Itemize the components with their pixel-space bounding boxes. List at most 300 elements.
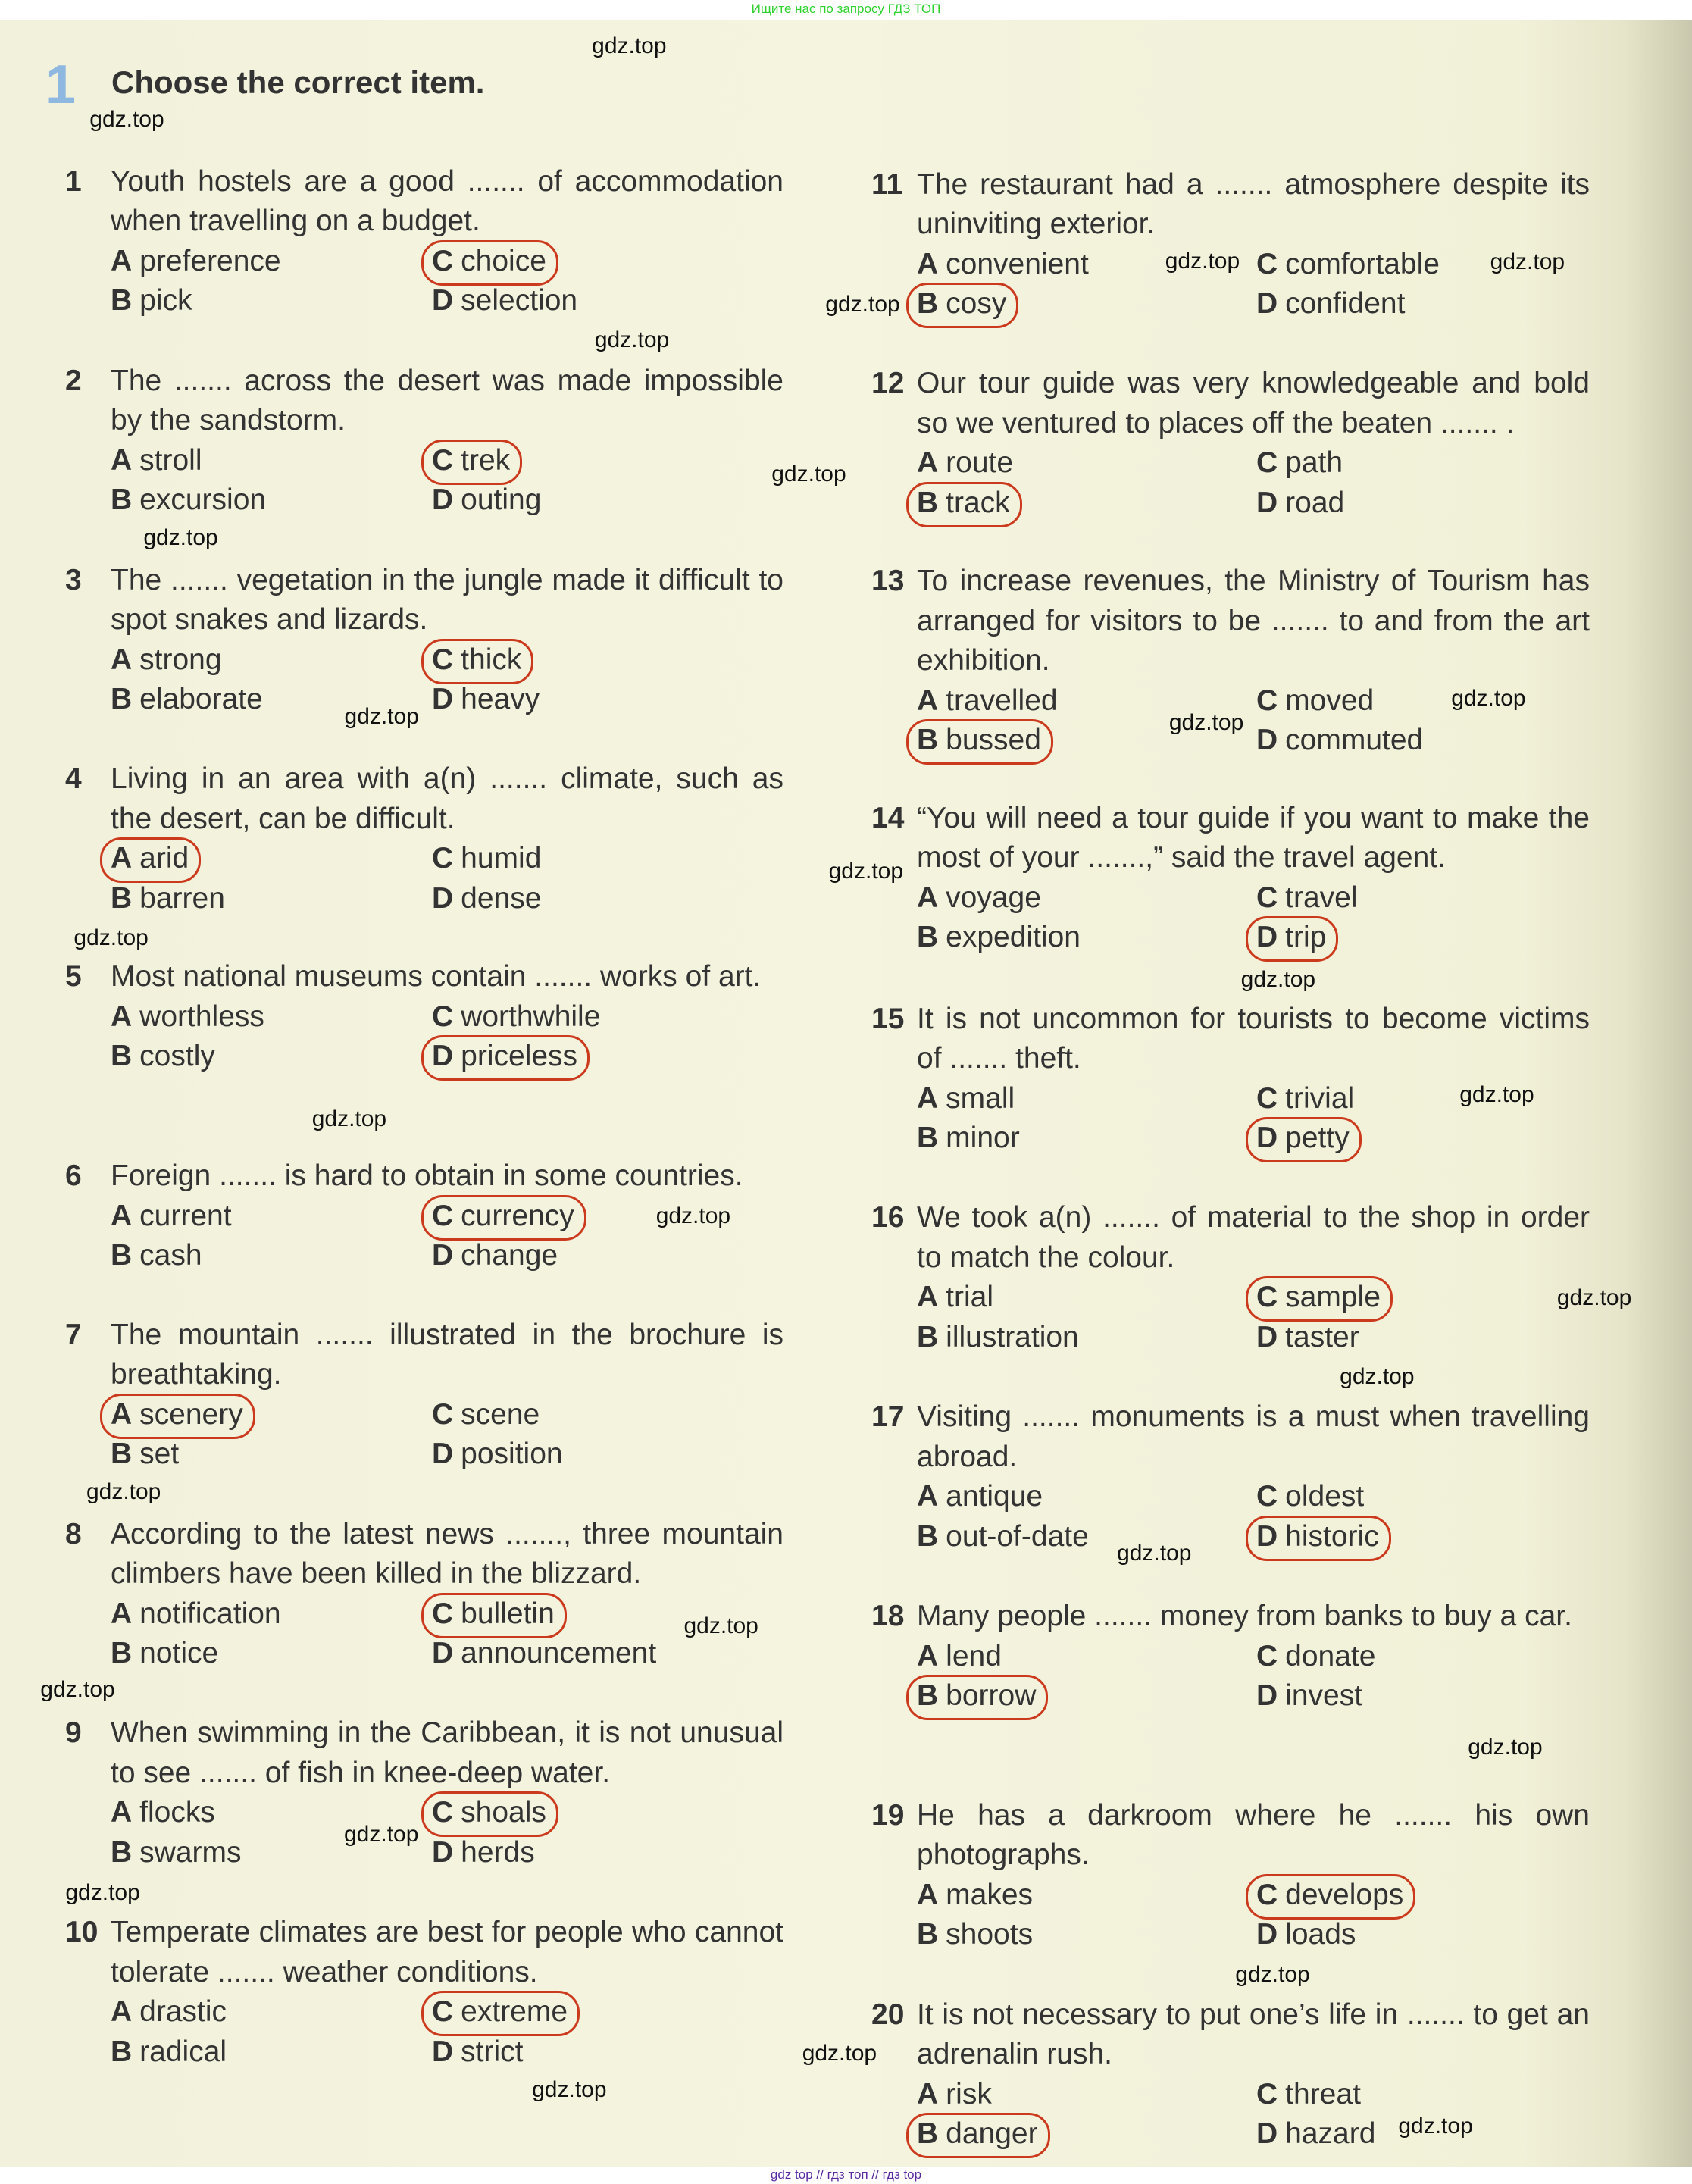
option-letter: D [432,1637,454,1670]
option-a[interactable] [917,443,1013,483]
watermark: gdz.top [1556,1285,1632,1311]
option-b-selected[interactable] [917,284,1006,324]
option-text: lend [946,1639,1002,1672]
question-8 [65,1515,785,1674]
option-letter: C [432,1397,454,1431]
option-d[interactable] [1256,2114,1375,2154]
option-text: loads [1285,1918,1356,1951]
option-b[interactable] [111,281,192,321]
watermark: gdz.top [86,1479,161,1505]
question-16 [871,1198,1591,1357]
options [111,839,785,918]
option-text: shoots [946,1918,1034,1951]
option-text: dense [461,881,542,915]
option-text: minor [946,1122,1020,1155]
option-letter: C [1256,446,1278,480]
option-b-selected[interactable] [917,2114,1038,2154]
question-number: 12 [871,367,905,400]
option-letter: C [432,1597,454,1630]
option-text: trek [461,443,511,477]
option-d[interactable] [432,1435,563,1474]
option-text: set [139,1438,180,1471]
option-d[interactable] [432,879,541,918]
option-a[interactable] [111,640,222,680]
watermark: gdz.top [1468,1734,1543,1760]
option-a[interactable] [111,997,264,1037]
option-b[interactable] [917,1318,1079,1357]
question-20 [871,1995,1591,2154]
option-text: expedition [946,921,1081,954]
option-letter: A [111,1199,133,1232]
option-text: drastic [139,1995,227,2029]
option-c-selected[interactable] [1256,1278,1381,1317]
watermark: gdz.top [1165,249,1240,274]
option-text: develops [1285,1878,1404,1911]
option-c-selected[interactable] [432,242,546,281]
option-c[interactable] [1256,1079,1354,1119]
question-2 [65,361,785,521]
option-text: trial [946,1281,994,1314]
option-d[interactable] [432,480,541,520]
question-number: 9 [65,1716,82,1750]
question-number: 14 [871,801,905,834]
options [917,878,1591,958]
watermark: gdz.top [65,1880,140,1906]
option-letter: B [111,1040,133,1073]
option-text: worthwhile [461,1000,601,1033]
option-a[interactable] [917,2075,992,2114]
option-letter: D [1256,1320,1278,1353]
question-number: 13 [871,565,905,598]
option-c[interactable] [432,997,600,1037]
option-letter: B [111,881,133,915]
option-a[interactable] [917,1876,1033,1915]
watermark: gdz.top [40,1676,115,1702]
question-7 [65,1316,785,1475]
option-c[interactable] [1256,1477,1364,1516]
option-letter: B [917,1679,939,1713]
option-text: humid [461,842,542,875]
option-text: borrow [946,1679,1037,1713]
option-text: priceless [461,1040,578,1073]
question-text: The restaurant had a ....... atmosphere despite its uninviting exterior. [917,167,1590,241]
watermark: gdz.top [655,1203,731,1228]
option-c[interactable] [1256,443,1343,483]
question-number: 16 [871,1201,905,1234]
watermark: gdz.top [1459,1081,1534,1107]
option-text: danger [946,2117,1038,2151]
option-a[interactable] [917,681,1058,721]
option-text: illustration [946,1320,1079,1353]
option-text: hazard [1285,2117,1376,2151]
option-letter: C [1256,2077,1278,2110]
question-1 [65,162,785,321]
option-d-selected[interactable] [1256,1517,1379,1557]
question-text: Most national museums contain ....... works of art. [111,960,762,993]
option-text: preference [139,244,281,277]
option-d[interactable] [1256,1676,1362,1716]
option-c[interactable] [1256,878,1358,918]
watermark: gdz.top [1340,1363,1415,1389]
option-letter: C [1256,684,1278,717]
option-text: threat [1285,2077,1361,2110]
watermark: gdz.top [73,925,149,950]
options [111,1395,785,1475]
option-text: choice [461,244,546,277]
watermark: gdz.top [1240,967,1316,993]
option-text: barren [139,881,225,915]
question-number: 5 [65,960,82,993]
option-letter: B [917,2117,939,2151]
option-text: notification [139,1597,281,1630]
option-d[interactable] [432,680,540,719]
option-c-selected[interactable] [432,441,510,480]
option-text: herds [461,1835,535,1869]
question-number: 1 [65,164,82,198]
option-b[interactable] [917,1915,1033,1954]
question-12 [871,364,1591,523]
option-c-selected[interactable] [1256,1876,1403,1915]
question-text: The ....... across the desert was made impossible by the sandstorm. [111,364,783,437]
option-text: comfortable [1285,247,1440,280]
option-letter: A [111,1796,133,1829]
question-number: 18 [871,1600,905,1633]
option-letter: D [432,881,454,915]
question-14 [871,799,1591,958]
option-c[interactable] [1256,2075,1361,2114]
question-number: 19 [871,1798,905,1832]
option-letter: C [432,643,454,676]
option-text: moved [1285,684,1375,717]
option-a[interactable] [917,245,1089,284]
option-d[interactable] [1256,284,1405,324]
option-letter: A [111,1995,133,2029]
option-text: thick [461,643,522,676]
option-text: stroll [139,443,202,477]
option-letter: A [917,247,939,280]
option-text: historic [1285,1519,1379,1553]
question-5 [65,957,785,1077]
watermark: gdz.top [771,461,846,487]
option-letter: B [111,1438,133,1471]
option-c[interactable] [1256,681,1374,721]
option-d[interactable] [432,2032,524,2072]
option-text: radical [139,2035,227,2068]
option-c[interactable] [1256,245,1440,284]
option-a[interactable] [917,1477,1043,1516]
option-letter: A [917,1639,939,1672]
watermark: gdz.top [311,1106,387,1131]
option-text: donate [1285,1639,1376,1672]
option-letter: B [917,1122,939,1155]
option-a[interactable] [917,1278,993,1317]
option-letter: D [1256,1122,1278,1155]
option-letter: A [917,881,939,914]
option-b-selected[interactable] [917,721,1041,760]
option-text: cash [139,1239,202,1272]
question-4 [65,759,785,918]
option-text: change [461,1239,558,1272]
option-letter: C [1256,1639,1278,1672]
option-letter: C [1256,1878,1278,1911]
option-letter: B [917,287,939,321]
option-text: convenient [946,247,1089,280]
option-letter: B [111,1637,133,1670]
option-letter: C [432,1995,454,2029]
option-letter: D [1256,1519,1278,1553]
option-d[interactable] [1256,721,1423,760]
option-letter: A [917,1878,939,1911]
question-text: Many people ....... money from banks to buy a car. [917,1600,1572,1633]
option-letter: D [1256,724,1278,757]
header-banner [0,0,1692,20]
question-text: Youth hostels are a good ....... of accommodation when travelling on a budget. [111,164,783,238]
option-letter: B [111,284,133,318]
option-letter: D [432,1239,454,1272]
option-d[interactable] [1256,483,1344,523]
option-a[interactable] [917,1079,1015,1119]
option-letter: A [111,643,133,676]
option-letter: C [1256,1281,1278,1314]
option-a[interactable] [111,1793,215,1832]
option-b[interactable] [111,1634,218,1673]
question-text: The mountain ....... illustrated in the brochure is breathtaking. [111,1318,783,1391]
question-10 [65,1913,785,2072]
option-a-selected[interactable] [111,1395,243,1435]
question-number: 6 [65,1159,82,1193]
option-letter: D [432,284,454,318]
option-text: road [1285,486,1345,519]
option-text: excursion [139,483,267,517]
question-text: We took a(n) ....... of material to the shop in order to match the colour. [917,1201,1590,1274]
option-letter: A [917,2077,939,2110]
option-text: sample [1285,1281,1381,1314]
option-letter: A [917,1480,939,1513]
option-d[interactable] [1256,1915,1356,1954]
option-text: risk [946,2077,992,2110]
option-letter: A [111,1000,133,1033]
options [917,2075,1591,2154]
option-b[interactable] [111,1236,202,1275]
option-letter: D [1256,1918,1278,1951]
option-d-selected[interactable] [1256,918,1326,957]
question-number: 4 [65,762,82,796]
option-letter: B [111,2035,133,2068]
option-text: scenery [139,1397,243,1431]
option-b[interactable] [111,680,263,719]
option-text: out-of-date [946,1519,1089,1553]
option-a[interactable] [917,1637,1002,1676]
option-text: extreme [461,1995,568,2029]
watermark: gdz.top [143,525,218,551]
watermark: gdz.top [594,327,670,353]
option-letter: A [111,443,133,477]
option-text: swarms [139,1835,242,1869]
option-a[interactable] [111,242,281,281]
option-text: commuted [1285,724,1424,757]
option-a[interactable] [111,1992,227,2032]
option-letter: A [111,1597,133,1630]
option-b[interactable] [111,1435,179,1474]
option-text: position [461,1438,563,1471]
option-letter: C [1256,1081,1278,1115]
option-a[interactable] [111,1594,281,1634]
options [917,443,1591,523]
option-letter: B [917,1519,939,1553]
question-text: Temperate climates are best for people who cannot tolerate ....... weather conditions. [111,1916,783,1988]
options [111,242,785,321]
question-15 [871,1000,1591,1159]
options [111,441,785,521]
option-a[interactable] [917,878,1041,918]
option-text: oldest [1285,1480,1365,1513]
option-c[interactable] [1256,1637,1375,1676]
watermark: gdz.top [1168,709,1244,735]
options [917,1637,1591,1716]
option-letter: C [432,1796,454,1829]
watermark: gdz.top [802,2040,877,2066]
option-text: elaborate [139,683,263,716]
watermark: gdz.top [344,703,419,729]
question-text: Living in an area with a(n) ....... climate, such as the desert, can be difficult. [111,762,783,835]
option-b[interactable] [917,1119,1020,1158]
options [111,1793,785,1873]
option-c[interactable] [432,1395,540,1435]
exercise-title: Choose the correct item. [111,64,485,100]
option-d[interactable] [432,1833,535,1873]
watermark: gdz.top [828,858,904,884]
option-text: flocks [139,1796,215,1829]
option-letter: C [432,244,454,277]
question-text: Our tour guide was very knowledgeable and bold so we ventured to places off the beaten ....... . [917,367,1590,440]
option-letter: B [917,1918,939,1951]
option-d[interactable] [432,1634,656,1673]
option-c-selected[interactable] [432,1594,555,1634]
option-text: trip [1285,921,1327,954]
watermark: gdz.top [1398,2113,1473,2139]
watermark: gdz.top [1117,1541,1192,1566]
watermark: gdz.top [1490,249,1565,275]
option-letter: D [432,483,454,517]
option-a-selected[interactable] [111,839,189,878]
option-b-selected[interactable] [917,483,1010,523]
options [917,1876,1591,1955]
option-text: path [1285,446,1343,480]
option-text: outing [461,483,542,517]
option-text: notice [139,1637,219,1670]
option-text: travel [1285,881,1358,914]
question-text: Foreign ....... is hard to obtain in some countries. [111,1159,743,1193]
option-letter: C [432,443,454,477]
option-b[interactable] [111,2032,227,2072]
watermark: gdz.top [592,33,667,59]
option-b[interactable] [111,480,266,520]
options [917,1477,1591,1557]
question-text: The ....... vegetation in the jungle made it difficult to spot snakes and lizards. [111,563,783,637]
option-text: strong [139,643,222,676]
option-letter: C [432,1000,454,1033]
option-text: announcement [461,1637,657,1670]
question-number: 20 [871,1998,905,2031]
option-c-selected[interactable] [432,1197,574,1236]
option-b[interactable] [111,1833,242,1873]
option-letter: A [111,1397,133,1431]
option-letter: B [917,486,939,519]
option-text: travelled [946,684,1058,717]
option-d[interactable] [1256,1318,1359,1357]
options [917,1278,1591,1357]
watermark: gdz.top [1451,685,1526,711]
option-text: route [946,446,1014,480]
option-text: cosy [946,287,1007,321]
option-b-selected[interactable] [917,1676,1036,1716]
question-text: “You will need a tour guide if you want to make the most of your .......,” said the travel agent. [917,801,1590,875]
option-text: petty [1285,1122,1350,1155]
option-d-selected[interactable] [1256,1119,1350,1158]
option-text: worthless [139,1000,264,1033]
option-c-selected[interactable] [432,1793,546,1832]
watermark: gdz.top [1235,1961,1310,1987]
question-number: 7 [65,1318,82,1351]
option-b[interactable] [111,1037,215,1076]
question-text: It is not necessary to put one’s life in ....... to get an adrenalin rush. [917,1998,1590,2071]
option-text: bussed [946,724,1041,757]
option-d-selected[interactable] [432,1037,577,1076]
option-text: track [946,486,1010,519]
footer-banner-text: gdz top // гдз топ // гдз top [770,2167,922,2182]
question-text: It is not uncommon for tourists to become victims of ....... theft. [917,1002,1590,1075]
options [111,997,785,1077]
footer-banner [0,2167,1692,2184]
exercise-number: 1 [45,55,77,115]
option-text: confident [1285,287,1406,321]
option-d[interactable] [432,281,577,321]
option-text: strict [461,2035,524,2068]
option-letter: D [432,1438,454,1471]
option-text: taster [1285,1320,1359,1353]
question-9 [65,1713,785,1873]
option-text: scene [461,1397,540,1431]
option-a[interactable] [111,1197,232,1236]
option-b[interactable] [917,918,1081,957]
question-number: 17 [871,1400,905,1434]
option-b[interactable] [111,879,225,918]
question-number: 15 [871,1002,905,1035]
question-number: 3 [65,563,82,596]
option-text: costly [139,1040,215,1073]
option-text: current [139,1199,232,1232]
question-text: He has a darkroom where he ....... his own photographs. [917,1798,1590,1872]
option-text: arid [139,842,189,875]
watermark: gdz.top [532,2077,607,2103]
option-b[interactable] [917,1517,1089,1557]
question-text: Visiting ....... monuments is a must when travelling abroad. [917,1400,1590,1473]
option-c-selected[interactable] [432,640,521,680]
question-number: 2 [65,364,82,397]
option-letter: C [432,1199,454,1232]
option-d[interactable] [432,1236,558,1275]
option-letter: A [917,684,939,717]
question-text: To increase revenues, the Ministry of Tourism has arranged for visitors to be ....... to and from the art exhibition. [917,565,1590,677]
option-a[interactable] [111,441,202,480]
option-letter: D [1256,486,1278,519]
options [111,640,785,720]
option-c[interactable] [432,839,541,878]
option-text: shoals [461,1796,546,1829]
option-letter: B [917,724,939,757]
option-letter: D [1256,287,1278,321]
option-c-selected[interactable] [432,1992,568,2032]
